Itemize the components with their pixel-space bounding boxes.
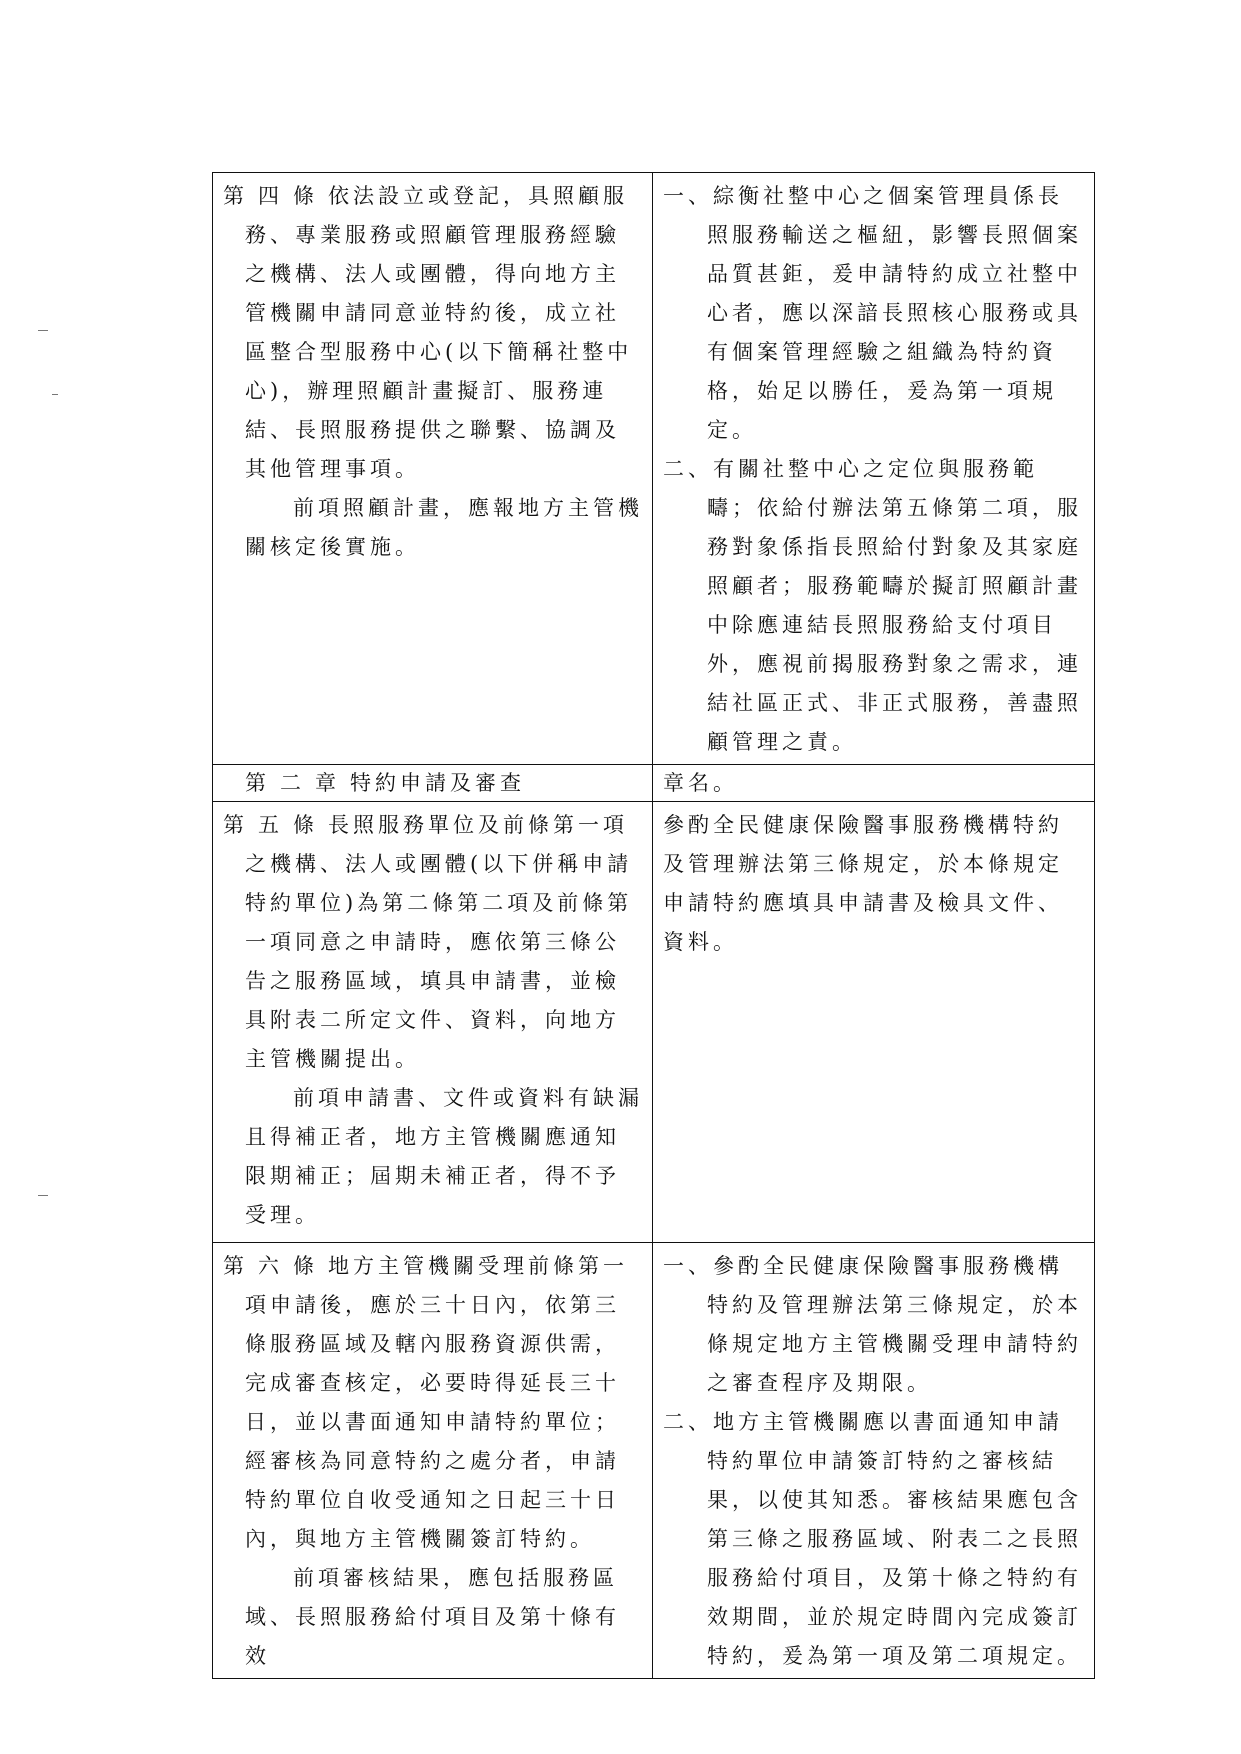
chapter-number: 第二章 [245,771,350,795]
explanation-item [663,177,1086,450]
scan-mark [38,1195,48,1196]
explanation-item [663,1247,1086,1403]
article-paragraph: 前項申請書、文件或資料有缺漏且得補正者，地方主管機關應通知限期補正；屆期未補正者，得不予受理。 [245,1086,643,1227]
item-number: 一、 [663,184,713,208]
item-number: 一、 [663,1254,713,1278]
article-text-cell [213,1243,653,1679]
chapter-title: 特約申請及審查 [350,771,525,795]
article-paragraph: 前項審核結果，應包括服務區域、長照服務給付項目及第十條有效 [245,1566,620,1668]
regulation-comparison-table [212,172,1095,1679]
table-row [213,1243,1095,1679]
item-text: 地方主管機關應以書面通知申請特約單位申請簽訂特約之審核結果，以使其知悉。審核結果應包含第三條之服務區域、附表二之長照服務給付項目，及第十條之特約有效期間，並於規定時間內完成簽訂特約，爰為第一項及第二項規定。 [707,1410,1082,1668]
item-number: 二、 [663,1410,713,1434]
article-text-cell [213,802,653,1243]
article-number: 第四條 [223,184,328,208]
explanation-cell [653,1243,1095,1679]
article-body: 長照服務單位及前條第一項之機構、法人或團體(以下併稱申請特約單位)為第二條第二項及前條第一項同意之申請時，應依第三條公告之服務區域，填具申請書，並檢具附表二所定文件、資料，向地方主管機關提出。 [245,813,633,1071]
item-text: 綜衡社整中心之個案管理員係長照服務輸送之樞紐，影響長照個案品質甚鉅，爰申請特約成立社整中心者，應以深諳長照核心服務或具有個案管理經驗之組織為特約資格，始足以勝任，爰為第一項規定。 [707,184,1082,442]
explanation-cell [653,173,1095,765]
explanation-cell [653,802,1095,1243]
article-body: 依法設立或登記，具照顧服務、專業服務或照顧管理服務經驗之機構、法人或團體，得向地方主管機關申請同意並特約後，成立社區整合型服務中心(以下簡稱社整中心)，辦理照顧計畫擬訂、服務連結、長照服務提供之聯繫、協調及其他管理事項。 [245,184,633,481]
scan-mark [38,330,48,331]
explanation-item [663,1403,1086,1676]
article-paragraph [223,806,644,1079]
table-row [213,765,1095,802]
table-row [213,173,1095,765]
scan-mark [52,394,58,395]
explanation-text: 參酌全民健康保險醫事服務機構特約及管理辦法第三條規定，於本條規定申請特約應填具申請書及檢具文件、資料。 [663,813,1063,954]
article-number: 第五條 [223,813,328,837]
explanation-text: 章名。 [663,771,738,795]
explanation-item [663,450,1086,762]
item-number: 二、 [663,457,713,481]
item-text: 參酌全民健康保險醫事服務機構特約及管理辦法第三條規定，於本條規定地方主管機關受理申請特約之審查程序及期限。 [707,1254,1082,1395]
article-paragraph [223,1247,644,1559]
article-paragraph [223,177,644,489]
article-paragraph: 前項照顧計畫，應報地方主管機關核定後實施。 [245,496,643,559]
chapter-title-cell [213,765,653,802]
document-table-wrapper [212,172,1094,1679]
explanation-cell [653,765,1095,802]
chapter-heading [223,771,525,795]
article-body: 地方主管機關受理前條第一項申請後，應於三十日內，依第三條服務區域及轄內服務資源供需，完成審查核定，必要時得延長三十日，並以書面通知申請特約單位；經審核為同意特約之處分者，申請特約單位自收受通知之日起三十日內，與地方主管機關簽訂特約。 [245,1254,628,1551]
article-text-cell [213,173,653,765]
item-text: 有關社整中心之定位與服務範疇；依給付辦法第五條第二項，服務對象係指長照給付對象及其家庭照顧者；服務範疇於擬訂照顧計畫中除應連結長照服務給支付項目外，應視前揭服務對象之需求，連結社區正式、非正式服務，善盡照顧管理之責。 [707,457,1082,754]
article-number: 第六條 [223,1254,328,1278]
table-row [213,802,1095,1243]
